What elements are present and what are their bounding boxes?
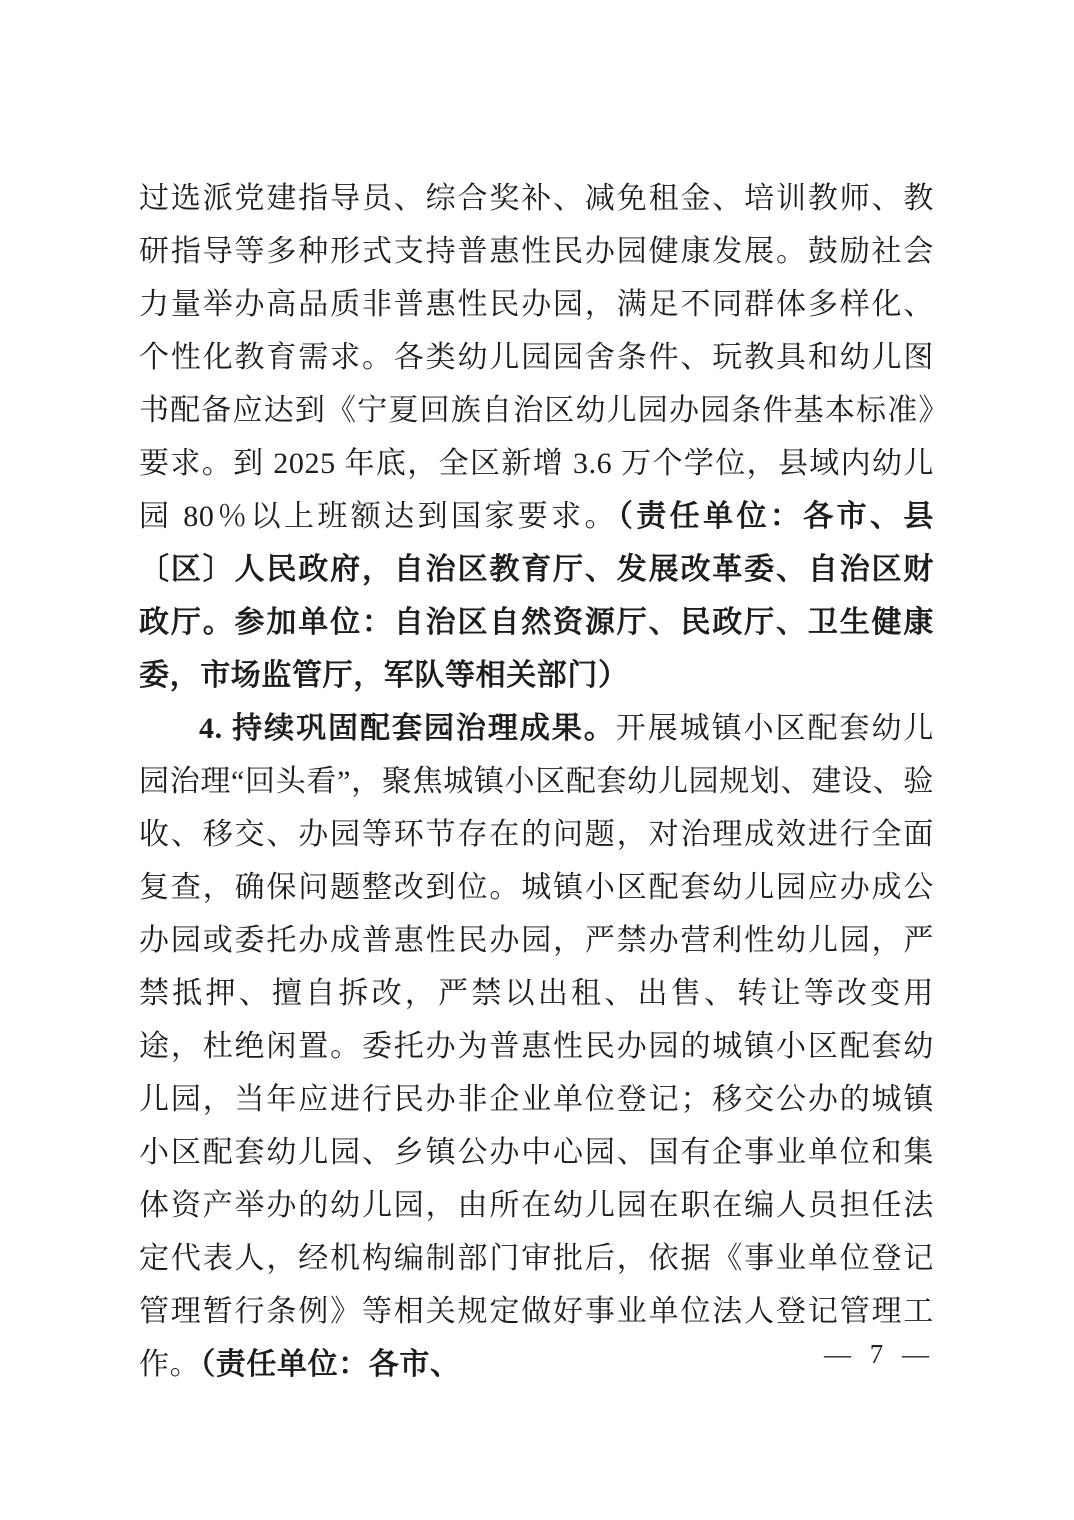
document-body xyxy=(139,172,934,1391)
text-run: （责任单位：各市、 xyxy=(200,1348,461,1381)
text-run: 4. 持续巩固配套园治理成果。 xyxy=(199,712,616,745)
paragraph xyxy=(139,172,934,702)
text-run: 过选派党建指导员、综合奖补、减免租金、培训教师、教研指导等多种形式支持普惠性民办园健康发展。鼓励社会力量举办高品质非普惠性民办园，满足不同群体多样化、个性化教育需求。各类幼儿园园舍条件、玩教具和幼儿图书配备应达到《宁夏回族自治区幼儿园办园条件基本标准》要求。到 2025 年底，全区新增 3.6 万个学位，县域内幼儿园 80％以上班额达到国家要求。 xyxy=(139,182,934,533)
text-run: （责任单位：各市、县〔区〕人民政府，自治区教育厅、发展改革委、自治区财政厅。参加单位：自治区自然资源厅、民政厅、卫生健康委，市场监管厅，军队等相关部门） xyxy=(139,500,934,692)
page-number: — 7 — xyxy=(824,1339,930,1369)
paragraph xyxy=(139,702,934,1391)
text-run: 开展城镇小区配套幼儿园治理“回头看”，聚焦城镇小区配套幼儿园规划、建设、验收、移交、办园等环节存在的问题，对治理成效进行全面复查，确保问题整改到位。城镇小区配套幼儿园应办成公办园或委托办成普惠性民办园，严禁办营利性幼儿园，严禁抵押、擅自拆改，严禁以出租、出售、转让等改变用途，杜绝闲置。委托办为普惠性民办园的城镇小区配套幼儿园，当年应进行民办非企业单位登记；移交公办的城镇小区配套幼儿园、乡镇公办中心园、国有企事业单位和集体资产举办的幼儿园，由所在幼儿园在职在编人员担任法定代表人，经机构编制部门审批后，依据《事业单位登记管理暂行条例》等相关规定做好事业单位法人登记管理工作。 xyxy=(139,712,935,1381)
